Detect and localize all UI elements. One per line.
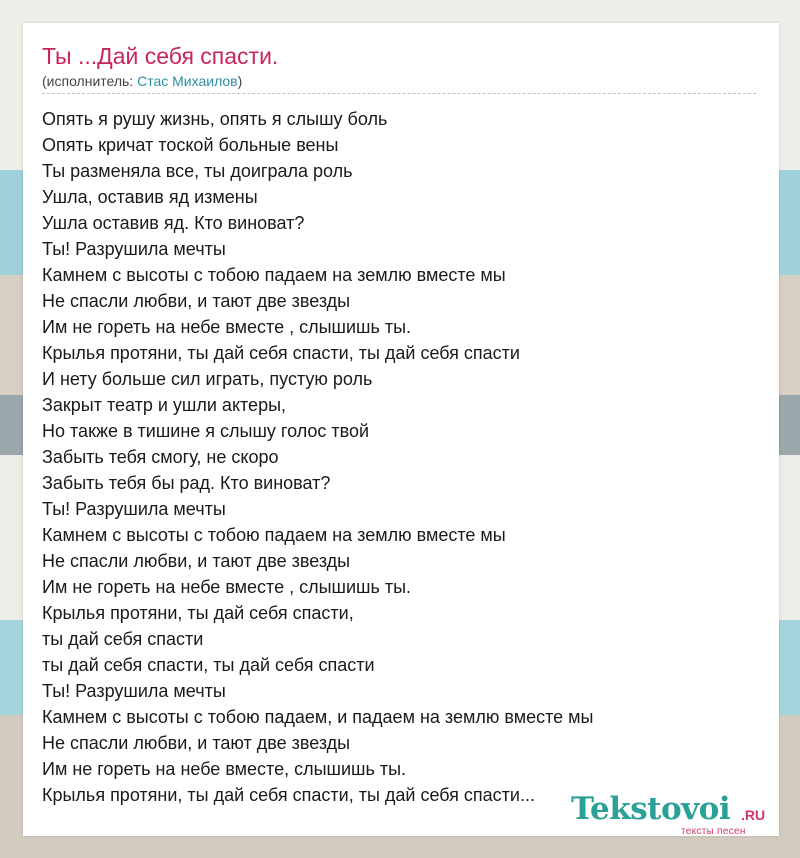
divider bbox=[42, 93, 756, 94]
logo-tld: .RU bbox=[741, 807, 766, 823]
lyric-line: Ушла, оставив яд измены bbox=[42, 187, 258, 207]
lyric-line: Не спасли любви, и тают две звезды bbox=[42, 291, 351, 311]
lyrics-text bbox=[42, 106, 593, 808]
lyric-line: Не спасли любви, и тают две звезды bbox=[42, 551, 351, 571]
lyric-line: ты дай себя спасти, ты дай себя спасти bbox=[42, 655, 375, 675]
lyric-line: Не спасли любви, и тают две звезды bbox=[42, 733, 351, 753]
logo-name: Tekstovoi bbox=[571, 791, 731, 827]
lyric-line: Крылья протяни, ты дай себя спасти, ты дай себя спасти... bbox=[42, 785, 535, 805]
lyric-line: Им не гореть на небе вместе, слышишь ты. bbox=[42, 759, 407, 779]
lyric-line: И нету больше сил играть, пустую роль bbox=[42, 369, 373, 389]
logo-tagline: тексты песен bbox=[681, 826, 746, 837]
lyric-line: Крылья протяни, ты дай себя спасти, ты дай себя спасти bbox=[42, 343, 520, 363]
lyric-line: ты дай себя спасти bbox=[42, 629, 204, 649]
lyric-line: Ты! Разрушила мечты bbox=[42, 681, 226, 701]
lyric-line: Но также в тишине я слышу голос твой bbox=[42, 421, 370, 441]
artist-suffix: ) bbox=[237, 73, 243, 89]
site-logo[interactable] bbox=[569, 791, 779, 836]
lyrics-card bbox=[23, 23, 779, 836]
lyric-line: Камнем с высоты с тобою падаем на землю вместе мы bbox=[42, 525, 506, 545]
lyric-line: Закрыт театр и ушли актеры, bbox=[42, 395, 287, 415]
lyric-line: Им не гореть на небе вместе , слышишь ты. bbox=[42, 317, 412, 337]
artist-line bbox=[42, 73, 242, 89]
artist-link[interactable]: Стас Михаилов bbox=[137, 73, 238, 89]
lyric-line: Опять кричат тоской больные вены bbox=[42, 135, 339, 155]
lyric-line: Крылья протяни, ты дай себя спасти, bbox=[42, 603, 354, 623]
lyric-line: Им не гореть на небе вместе , слышишь ты. bbox=[42, 577, 412, 597]
lyric-line: Ушла оставив яд. Кто виноват? bbox=[42, 213, 305, 233]
lyric-line: Камнем с высоты с тобою падаем, и падаем на землю вместе мы bbox=[42, 707, 594, 727]
lyric-line: Ты! Разрушила мечты bbox=[42, 499, 226, 519]
lyric-line: Ты! Разрушила мечты bbox=[42, 239, 226, 259]
lyric-line: Камнем с высоты с тобою падаем на землю вместе мы bbox=[42, 265, 506, 285]
song-title: Ты ...Дай себя спасти. bbox=[42, 43, 279, 69]
lyric-line: Ты разменяла все, ты доиграла роль bbox=[42, 161, 353, 181]
artist-prefix: (исполнитель: bbox=[42, 73, 138, 89]
lyric-line: Опять я рушу жизнь, опять я слышу боль bbox=[42, 109, 388, 129]
lyric-line: Забыть тебя бы рад. Кто виноват? bbox=[42, 473, 331, 493]
lyric-line: Забыть тебя смогу, не скоро bbox=[42, 447, 279, 467]
